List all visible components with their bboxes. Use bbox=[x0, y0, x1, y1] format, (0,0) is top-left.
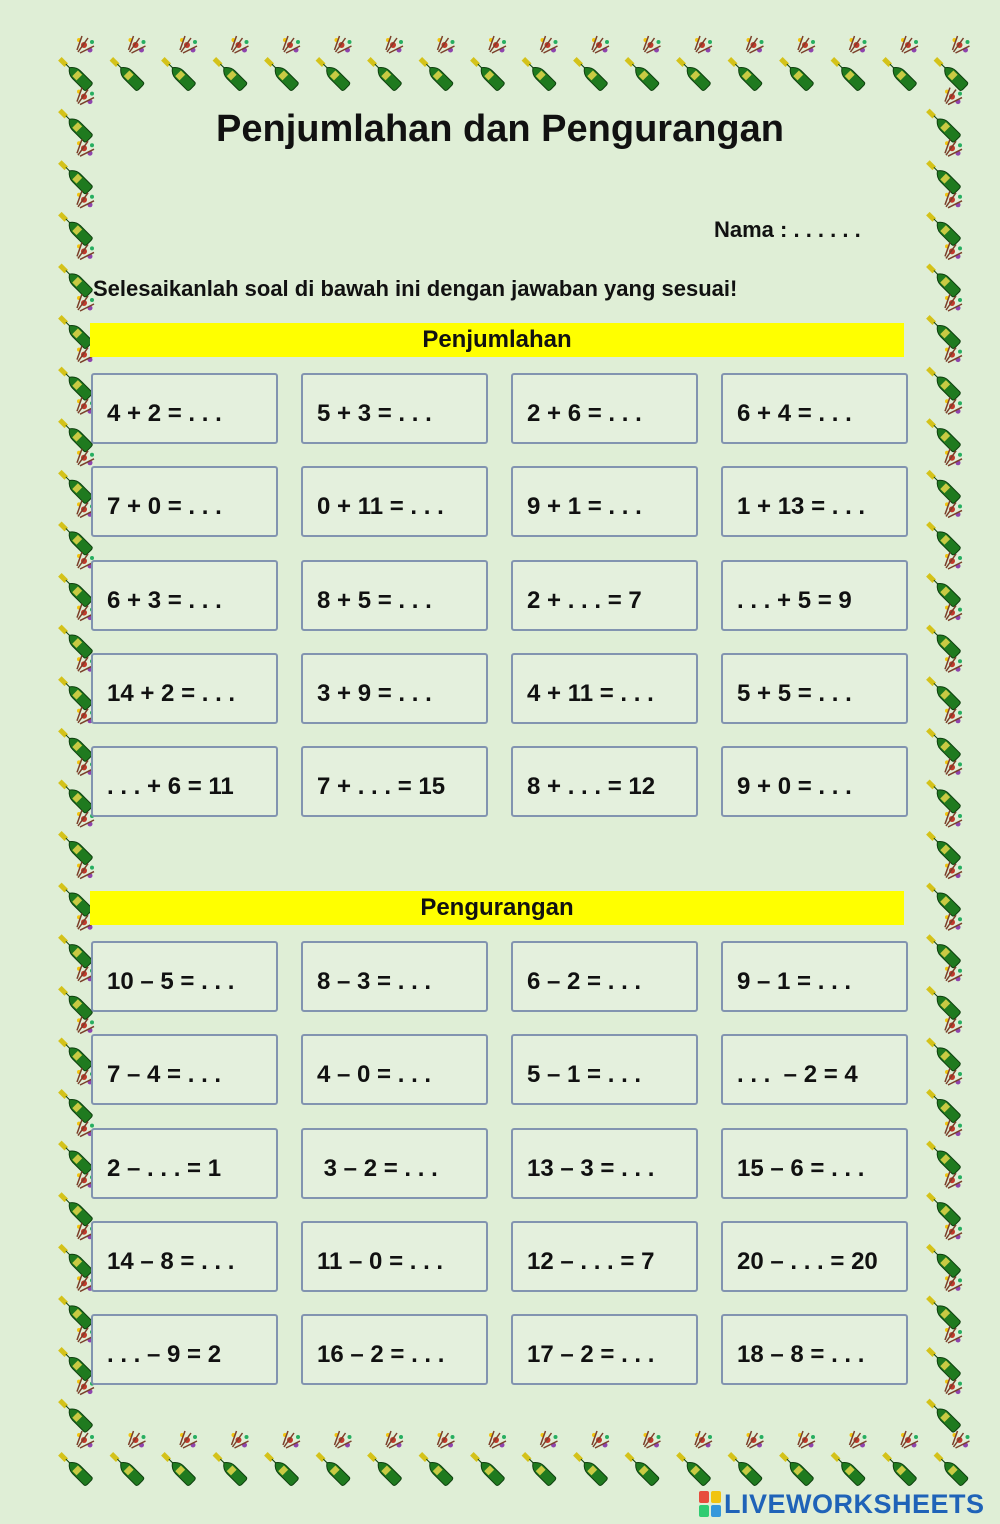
problem-box[interactable]: 5 + 3 = . . . bbox=[301, 373, 488, 444]
champagne-bottle-icon bbox=[924, 449, 962, 504]
champagne-bottle-icon bbox=[56, 500, 94, 555]
problem-box[interactable]: 8 – 3 = . . . bbox=[301, 941, 488, 1012]
champagne-bottle-icon bbox=[56, 1223, 94, 1278]
logo-icon bbox=[699, 1491, 721, 1517]
problem-box[interactable]: 14 – 8 = . . . bbox=[91, 1221, 278, 1292]
champagne-bottle-icon bbox=[108, 36, 146, 91]
problem-box[interactable]: 16 – 2 = . . . bbox=[301, 1314, 488, 1385]
champagne-bottle-icon bbox=[417, 36, 455, 91]
problem-box[interactable]: . . . – 2 = 4 bbox=[721, 1034, 908, 1105]
champagne-bottle-icon bbox=[880, 36, 918, 91]
champagne-bottle-icon bbox=[417, 1431, 455, 1486]
champagne-bottle-icon bbox=[924, 1378, 962, 1433]
problem-box[interactable]: 14 + 2 = . . . bbox=[91, 653, 278, 724]
watermark-text: LIVEWORKSHEETS bbox=[724, 1488, 985, 1519]
champagne-bottle-icon bbox=[674, 1431, 712, 1486]
champagne-bottle-icon bbox=[56, 1068, 94, 1123]
champagne-bottle-icon bbox=[924, 1068, 962, 1123]
champagne-bottle-icon bbox=[924, 707, 962, 762]
addition-heading: Penjumlahan bbox=[90, 323, 904, 357]
champagne-bottle-icon bbox=[56, 1120, 94, 1175]
champagne-bottle-icon bbox=[56, 604, 94, 659]
problem-box[interactable]: 12 – . . . = 7 bbox=[511, 1221, 698, 1292]
champagne-bottle-icon bbox=[520, 36, 558, 91]
problem-box[interactable]: 2 + . . . = 7 bbox=[511, 560, 698, 631]
problem-box[interactable]: 2 – . . . = 1 bbox=[91, 1128, 278, 1199]
champagne-bottle-icon bbox=[56, 1431, 94, 1486]
champagne-bottle-icon bbox=[262, 36, 300, 91]
problem-box[interactable]: 9 + 0 = . . . bbox=[721, 746, 908, 817]
champagne-bottle-icon bbox=[314, 1431, 352, 1486]
champagne-bottle-icon bbox=[56, 1378, 94, 1433]
champagne-bottle-icon bbox=[56, 913, 94, 968]
subtraction-heading: Pengurangan bbox=[90, 891, 904, 925]
problem-box[interactable]: 3 + 9 = . . . bbox=[301, 653, 488, 724]
problem-box[interactable]: 8 + 5 = . . . bbox=[301, 560, 488, 631]
champagne-bottle-icon bbox=[56, 191, 94, 246]
champagne-bottle-icon bbox=[924, 604, 962, 659]
liveworksheets-logo bbox=[699, 1488, 985, 1520]
champagne-bottle-icon bbox=[365, 36, 403, 91]
champagne-bottle-icon bbox=[56, 655, 94, 710]
champagne-bottle-icon bbox=[468, 36, 506, 91]
champagne-bottle-icon bbox=[56, 397, 94, 452]
champagne-bottle-icon bbox=[56, 1326, 94, 1381]
problem-box[interactable]: 5 – 1 = . . . bbox=[511, 1034, 698, 1105]
problem-box[interactable]: 6 + 3 = . . . bbox=[91, 560, 278, 631]
champagne-bottle-icon bbox=[924, 397, 962, 452]
champagne-bottle-icon bbox=[623, 1431, 661, 1486]
champagne-bottle-icon bbox=[932, 36, 970, 91]
problem-box[interactable]: 15 – 6 = . . . bbox=[721, 1128, 908, 1199]
champagne-bottle-icon bbox=[924, 965, 962, 1020]
champagne-bottle-icon bbox=[880, 1431, 918, 1486]
problem-box[interactable]: 4 – 0 = . . . bbox=[301, 1034, 488, 1105]
champagne-bottle-icon bbox=[726, 1431, 764, 1486]
problem-box[interactable]: 3 – 2 = . . . bbox=[301, 1128, 488, 1199]
problem-box[interactable]: 2 + 6 = . . . bbox=[511, 373, 698, 444]
instruction-text: Selesaikanlah soal di bawah ini dengan jawaban yang sesuai! bbox=[93, 276, 738, 301]
champagne-bottle-icon bbox=[56, 294, 94, 349]
problem-box[interactable]: 7 + . . . = 15 bbox=[301, 746, 488, 817]
problem-box[interactable]: 9 + 1 = . . . bbox=[511, 466, 698, 537]
champagne-bottle-icon bbox=[924, 1274, 962, 1329]
champagne-bottle-icon bbox=[56, 346, 94, 401]
champagne-bottle-icon bbox=[56, 758, 94, 813]
champagne-bottle-icon bbox=[924, 1326, 962, 1381]
champagne-bottle-icon bbox=[924, 191, 962, 246]
champagne-bottle-icon bbox=[211, 1431, 249, 1486]
problem-box[interactable]: 7 – 4 = . . . bbox=[91, 1034, 278, 1105]
problem-box[interactable]: 18 – 8 = . . . bbox=[721, 1314, 908, 1385]
problem-box[interactable]: 9 – 1 = . . . bbox=[721, 941, 908, 1012]
page-title: Penjumlahan dan Pengurangan bbox=[216, 108, 784, 150]
champagne-bottle-icon bbox=[924, 552, 962, 607]
problem-box[interactable]: 1 + 13 = . . . bbox=[721, 466, 908, 537]
champagne-bottle-icon bbox=[924, 1016, 962, 1071]
champagne-bottle-icon bbox=[924, 1223, 962, 1278]
champagne-bottle-icon bbox=[56, 965, 94, 1020]
champagne-bottle-icon bbox=[777, 1431, 815, 1486]
champagne-bottle-icon bbox=[924, 810, 962, 865]
champagne-bottle-icon bbox=[924, 655, 962, 710]
problem-box[interactable]: 0 + 11 = . . . bbox=[301, 466, 488, 537]
problem-box[interactable]: 13 – 3 = . . . bbox=[511, 1128, 698, 1199]
champagne-bottle-icon bbox=[520, 1431, 558, 1486]
problem-box[interactable]: 11 – 0 = . . . bbox=[301, 1221, 488, 1292]
problem-box[interactable]: 6 + 4 = . . . bbox=[721, 373, 908, 444]
champagne-bottle-icon bbox=[211, 36, 249, 91]
champagne-bottle-icon bbox=[829, 36, 867, 91]
champagne-bottle-icon bbox=[777, 36, 815, 91]
problem-box[interactable]: 10 – 5 = . . . bbox=[91, 941, 278, 1012]
champagne-bottle-icon bbox=[365, 1431, 403, 1486]
champagne-bottle-icon bbox=[56, 242, 94, 297]
champagne-bottle-icon bbox=[924, 913, 962, 968]
champagne-bottle-icon bbox=[56, 1171, 94, 1226]
problem-box[interactable]: . . . + 6 = 11 bbox=[91, 746, 278, 817]
problem-box[interactable]: 7 + 0 = . . . bbox=[91, 466, 278, 537]
champagne-bottle-icon bbox=[56, 1274, 94, 1329]
champagne-bottle-icon bbox=[571, 1431, 609, 1486]
champagne-bottle-icon bbox=[924, 1120, 962, 1175]
champagne-bottle-icon bbox=[924, 500, 962, 555]
champagne-bottle-icon bbox=[829, 1431, 867, 1486]
problem-box[interactable]: 8 + . . . = 12 bbox=[511, 746, 698, 817]
champagne-bottle-icon bbox=[924, 862, 962, 917]
champagne-bottle-icon bbox=[932, 1431, 970, 1486]
problem-box[interactable]: 4 + 11 = . . . bbox=[511, 653, 698, 724]
champagne-bottle-icon bbox=[56, 810, 94, 865]
champagne-bottle-icon bbox=[56, 1016, 94, 1071]
champagne-bottle-icon bbox=[924, 346, 962, 401]
champagne-bottle-icon bbox=[56, 36, 94, 91]
champagne-bottle-icon bbox=[56, 552, 94, 607]
champagne-bottle-icon bbox=[262, 1431, 300, 1486]
name-field[interactable]: Nama : . . . . . . bbox=[714, 217, 861, 242]
champagne-bottle-icon bbox=[924, 1171, 962, 1226]
champagne-bottle-icon bbox=[108, 1431, 146, 1486]
problem-box[interactable]: 17 – 2 = . . . bbox=[511, 1314, 698, 1385]
problem-box[interactable]: 6 – 2 = . . . bbox=[511, 941, 698, 1012]
champagne-bottle-icon bbox=[924, 242, 962, 297]
champagne-bottle-icon bbox=[726, 36, 764, 91]
champagne-bottle-icon bbox=[314, 36, 352, 91]
champagne-bottle-icon bbox=[924, 758, 962, 813]
champagne-bottle-icon bbox=[674, 36, 712, 91]
champagne-bottle-icon bbox=[56, 862, 94, 917]
champagne-bottle-icon bbox=[924, 294, 962, 349]
champagne-bottle-icon bbox=[56, 449, 94, 504]
champagne-bottle-icon bbox=[468, 1431, 506, 1486]
champagne-bottle-icon bbox=[159, 36, 197, 91]
problem-box[interactable]: . . . + 5 = 9 bbox=[721, 560, 908, 631]
champagne-bottle-icon bbox=[623, 36, 661, 91]
champagne-bottle-icon bbox=[56, 707, 94, 762]
champagne-bottle-icon bbox=[571, 36, 609, 91]
problem-box[interactable]: . . . – 9 = 2 bbox=[91, 1314, 278, 1385]
problem-box[interactable]: 5 + 5 = . . . bbox=[721, 653, 908, 724]
champagne-bottle-icon bbox=[159, 1431, 197, 1486]
problem-box[interactable]: 4 + 2 = . . . bbox=[91, 373, 278, 444]
problem-box[interactable]: 20 – . . . = 20 bbox=[721, 1221, 908, 1292]
